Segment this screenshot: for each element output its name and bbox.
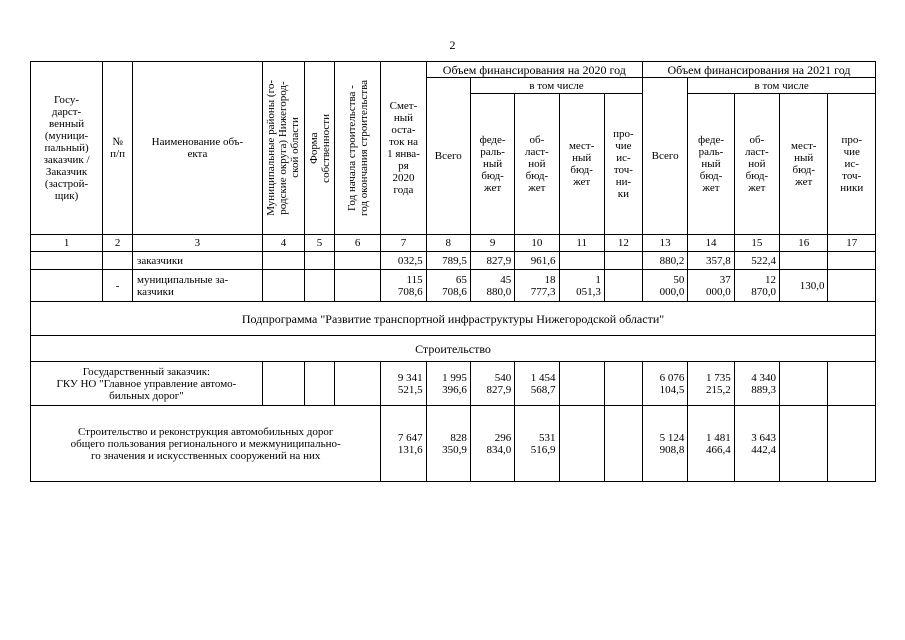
cell-value: 828 350,9 [426,406,470,482]
cell-value: 1 481 466,4 [688,406,734,482]
cell-value: 1 995 396,6 [426,362,470,406]
cell-value: 115 708,6 [381,270,426,302]
header-customer: Госу- дарст- венный (муници- пальный) заказчик / Заказчик (застрой- щик) [31,62,103,235]
column-number: 3 [133,235,263,252]
header-other-2020: про- чие ис- точ- ни- ки [604,94,642,235]
cell-value: 130,0 [780,270,828,302]
header-total-2020: Всего [426,78,470,235]
column-number: 15 [734,235,779,252]
cell-value: 6 076 104,5 [643,362,688,406]
cell-value: 522,4 [734,252,779,270]
header-estimated-balance: Смет- ный оста- ток на 1 янва- ря 2020 года [381,62,426,235]
column-number: 16 [780,235,828,252]
column-numbers-row [31,235,876,252]
header-object-name: Наименование объ- екта [133,62,263,235]
subprogram-row [31,302,876,336]
column-number: 17 [828,235,876,252]
header-including-2020: в том числе [470,78,642,94]
row-number: - [103,270,133,302]
cell-value: 296 834,0 [470,406,514,482]
cell-value: 540 827,9 [470,362,514,406]
financing-table [30,61,876,482]
column-number: 6 [334,235,380,252]
cell-value: 032,5 [381,252,426,270]
column-number: 14 [688,235,734,252]
column-number: 1 [31,235,103,252]
header-local-2021: мест- ный бюд- жет [780,94,828,235]
column-number: 10 [515,235,559,252]
header-ownership [305,62,335,235]
row-name: Государственный заказчик: ГКУ НО "Главное управление автомо- бильных дорог" [31,362,263,406]
row-name: муниципальные за- казчики [133,270,263,302]
table-row [31,252,876,270]
cell-value: 961,6 [515,252,559,270]
column-number: 9 [470,235,514,252]
header-districts [262,62,304,235]
header-regional-2021: об- ласт- ной бюд- жет [734,94,779,235]
cell-value: 9 341 521,5 [381,362,426,406]
table-row [31,406,876,482]
header-other-2021: про- чие ис- точ- ники [828,94,876,235]
column-number: 12 [604,235,642,252]
header-regional-2020: об- ласт- ной бюд- жет [515,94,559,235]
header-districts-text: Муниципальные районы (го- родские округа) Нижегород- ской области [265,80,302,216]
table-row [31,270,876,302]
cell-value: 45 880,0 [470,270,514,302]
header-years-text: Год начала строительства - год окончания строительства [345,80,370,216]
cell-value: 880,2 [643,252,688,270]
section-row [31,336,876,362]
cell-value: 5 124 908,8 [643,406,688,482]
header-years [334,62,380,235]
cell-value: 4 340 889,3 [734,362,779,406]
header-local-2020: мест- ный бюд- жет [559,94,604,235]
cell-value: 3 643 442,4 [734,406,779,482]
column-number: 13 [643,235,688,252]
column-number: 8 [426,235,470,252]
cell-value: 12 870,0 [734,270,779,302]
cell-value: 357,8 [688,252,734,270]
column-number: 2 [103,235,133,252]
cell-value: 65 708,6 [426,270,470,302]
header-number: № п/п [103,62,133,235]
header-ownership-text: Форма собственности [307,113,332,183]
cell-value: 18 777,3 [515,270,559,302]
header-federal-2020: феде- раль- ный бюд- жет [470,94,514,235]
header-including-2021: в том числе [688,78,876,94]
row-name: заказчики [133,252,263,270]
cell-value: 37 000,0 [688,270,734,302]
header-total-2021: Всего [643,78,688,235]
header-group-2020: Объем финансирования на 2020 год [426,62,642,78]
header-federal-2021: феде- раль- ный бюд- жет [688,94,734,235]
cell-value: 827,9 [470,252,514,270]
cell-value: 7 647 131,6 [381,406,426,482]
cell-value: 531 516,9 [515,406,559,482]
cell-value: 1 051,3 [559,270,604,302]
column-number: 11 [559,235,604,252]
cell-value: 1 454 568,7 [515,362,559,406]
row-name: Строительство и реконструкция автомобильных дорог общего пользования регионального и межмуниципально- го значения и искусственных сооружений на них [31,406,381,482]
column-number: 4 [262,235,304,252]
column-number: 5 [305,235,335,252]
cell-value: 1 735 215,2 [688,362,734,406]
column-number: 7 [381,235,426,252]
page-number: 2 [449,38,456,52]
section-title: Строительство [31,336,876,362]
table-row [31,362,876,406]
cell-value: 789,5 [426,252,470,270]
header-group-2021: Объем финансирования на 2021 год [643,62,876,78]
cell-value: 50 000,0 [643,270,688,302]
subprogram-title: Подпрограмма "Развитие транспортной инфраструктуры Нижегородской области" [31,302,876,336]
